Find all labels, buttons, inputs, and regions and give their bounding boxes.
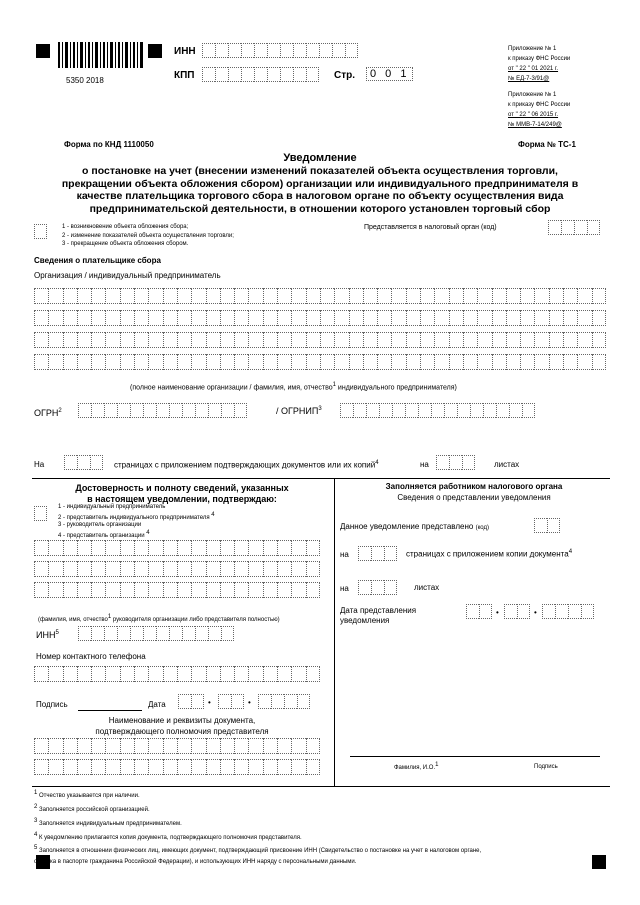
reason-code-cell[interactable] <box>34 224 47 239</box>
page-subtitle: о постановке на учет (внесении изменений показателей объекта осуществления торговли, прекращении объекта обложения сбором) организации или индивидуального предпринимателя в качестве плательщика торгового сбора в налоговом органе по объекту осуществления вида предпринимательской деятельности, в отношении которого установлен торговый сбор <box>61 165 579 215</box>
staff-pages-cells[interactable] <box>358 546 397 561</box>
grid-row[interactable] <box>34 354 606 370</box>
tax-authority-label: Представляется в налоговый орган (код) <box>364 224 497 231</box>
signer-inn-cells[interactable] <box>78 626 234 641</box>
grid-row[interactable] <box>34 561 320 577</box>
phone-label: Номер контактного телефона <box>36 652 146 661</box>
form-number: Форма № ТС-1 <box>518 140 576 149</box>
corner-marker <box>36 44 50 58</box>
page-title: Уведомление <box>283 152 357 164</box>
block-divider <box>334 478 335 786</box>
footnote: $^4$ К уведомлению прилагается копия документа, подтверждающего полномочия представителя. <box>34 832 302 841</box>
date-month-cells[interactable] <box>218 694 244 709</box>
pages-na-label: на <box>420 460 429 469</box>
signature-line[interactable] <box>78 710 142 711</box>
grid-row[interactable] <box>34 582 320 598</box>
submission-year-cells[interactable] <box>542 604 594 619</box>
inn-label: ИНН <box>174 46 196 57</box>
pages-count-cells[interactable] <box>64 455 103 470</box>
staff-sheets-cells[interactable] <box>358 580 397 595</box>
form-code: Форма по КНД 1110050 <box>64 140 154 149</box>
staff-on2-label: на <box>340 584 349 593</box>
grid-row[interactable] <box>34 310 606 326</box>
kpp-label: КПП <box>174 70 195 81</box>
fullname-caption: (полное наименование организации / фамилия, имя, отчество$^1$ индивидуального предпринимателя) <box>130 382 457 392</box>
staff-sign-line[interactable] <box>350 756 600 757</box>
ogrn-cells[interactable] <box>78 403 247 418</box>
footnote: $^5$ Заполняется в отношении физических лиц, имеющих документ, подтверждающий присвоение ИНН (Свидетельство о постановке на учет в налоговом органе, <box>34 845 482 854</box>
submitted-code-cells[interactable] <box>534 518 560 533</box>
doc-title: Наименование и реквизиты документа, подтверждающего полномочия представителя <box>95 716 269 736</box>
signer-inn-label: ИНН$^5$ <box>36 630 59 640</box>
date-year-cells[interactable] <box>258 694 310 709</box>
grid-row[interactable] <box>34 759 320 775</box>
submission-date-label: Дата представления уведомления <box>340 606 417 625</box>
footnote: $^1$ Отчество указывается при наличии. <box>34 790 140 799</box>
staff-pages-copy: страницах с приложением копии документа$^4$ <box>406 549 573 559</box>
date-day-cells[interactable] <box>178 694 204 709</box>
org-label: Организация / индивидуальный предприниматель <box>34 271 221 280</box>
barcode <box>58 42 144 76</box>
pages-sheets-label: листах <box>494 460 520 469</box>
pages-text: страницах с приложением подтверждающих документов или их копий$^4$ <box>114 460 379 470</box>
submission-month-cells[interactable] <box>504 604 530 619</box>
grid-row[interactable] <box>34 540 320 556</box>
staff-sign-label: Подпись <box>534 764 558 770</box>
sign-label: Подпись <box>36 700 68 709</box>
ogrn-label: ОГРН$^2$ <box>34 408 62 418</box>
page-label: Стр. <box>334 70 356 81</box>
block-divider <box>32 478 610 479</box>
signer-code-cell[interactable] <box>34 506 47 521</box>
submitted-label: Данное уведомление представлено (код) <box>340 522 489 531</box>
confirm-title: Достоверность и полноту сведений, указанных в настоящем уведомлении, подтверждаю: <box>75 483 289 504</box>
inn-cells[interactable] <box>202 43 358 58</box>
pages-on-label: На <box>34 460 45 469</box>
footnote: $^2$ Заполняется российской организацией. <box>34 804 150 813</box>
footnote: отметка в паспорте гражданина Российской Федерации), и использующих ИНН наряду с персональными данными. <box>34 859 357 865</box>
date-label: Дата <box>148 700 166 709</box>
grid-row[interactable] <box>34 288 606 304</box>
staff-sheets-label: листах <box>414 583 440 592</box>
footnotes-divider <box>32 786 610 787</box>
submission-day-cells[interactable] <box>466 604 492 619</box>
payer-section-title: Сведения о плательщике сбора <box>34 256 161 265</box>
grid-row[interactable] <box>34 738 320 754</box>
reason-options: 1 - возникновение объекта обложения сбора; 2 - изменение показателей объекта осуществления торговли; 3 - прекращение объекта обложения сбором. <box>62 224 234 247</box>
form-page: 5350 2018 ИНН КПП Стр. 0 0 1 Приложение № 1 к приказу ФНС России от " 22 " 01 2021 г. № ЕД-7-3/91@ Приложение № 1 к приказу ФНС России от " 22 " 06 2015 г. № ММВ-7-14/249@ Форма по КНД 1110050 Форма № ТС-1 Уведомление о постановке на учет (внесении изменений показателей объекта осуществления торговли, прекращении объекта обложения сбором) организации или индивидуального предпринимателя в качестве плательщика торгового сбора в налоговом органе по объекту осуществления вида предпринимательской деятельности, в отношении которого установлен торговый сбор 1 - возникновение объекта обложения сбора; 2 - изменение показателей объекта осуществления торговли; 3 - прекращение объекта обложения сбором. Представляется в налоговый орган (код) Сведения о плательщике сбора Организация / индивидуальный предприниматель (полное наименование организации / фамилия, имя, отчество$^1$ индивидуального предпринимателя) ОГРН$^2$ / ОГРНИП$^3$ На страницах с приложением подтверждающих документов или их копий$^4$ на листах Достоверность и полноту сведений, указанных в настоящем уведомлении, подтверждаю: 1 - индивидуальный предприниматель 2 - представитель индивидуального предпринимателя $^4$ 3 - руководитель организации 4 - представитель организации $^4$ (фамилия, имя, отчество$^1$ руководителя организации либо представителя полностью) ИНН$^5$ Номер контактного телефона Подпись Дата • • Наименование и реквизиты документа, подтверждающего полномочия представителя Заполняется работником налогового органа Сведения о представлении уведомления Данное уведомление представлено (код) на страницах с приложением копии документа$^4$ на листах Дата представления уведомления • • Фамилия, И.О.$^1$ Подпись $^1$ Отчество указывается при наличии. $^2$ Заполняется российской организацией. $^3$ Заполняется индивидуальным предпринимателем. $^4$ К уведомлению прилагается копия документа, подтверждающего полномочия представителя. $^5$ Заполняется в отношении физических лиц, имеющих документ, подтверждающий присвоение ИНН (Свидетельство о постановке на учет в налоговом органе, отметка в паспорте гражданина Российской Федерации), и использующих ИНН наряду с персональными данными. <box>0 0 640 905</box>
order-reference-top: Приложение № 1 к приказу ФНС России от " 22 " 01 2021 г. № ЕД-7-3/91@ <box>508 46 571 82</box>
signer-fio-caption: (фамилия, имя, отчество$^1$ руководителя организации либо представителя полностью) <box>38 614 280 623</box>
signer-options: 1 - индивидуальный предприниматель 2 - представитель индивидуального предпринимателя $^4$ 3 - руководитель организации 4 - представитель организации $^4$ <box>58 504 215 539</box>
sheets-count-cells[interactable] <box>436 455 475 470</box>
page-number: 0 0 1 <box>366 67 413 81</box>
footnote: $^3$ Заполняется индивидуальным предпринимателем. <box>34 818 182 827</box>
grid-row[interactable] <box>34 332 606 348</box>
tax-authority-cells[interactable] <box>548 220 600 235</box>
grid-row[interactable] <box>34 666 320 682</box>
order-reference-bottom: Приложение № 1 к приказу ФНС России от " 22 " 06 2015 г. № ММВ-7-14/249@ <box>508 92 571 128</box>
kpp-cells[interactable] <box>202 67 319 82</box>
staff-on-label: на <box>340 550 349 559</box>
corner-marker <box>592 855 606 869</box>
barcode-number: 5350 2018 <box>66 76 104 85</box>
footnotes <box>34 788 481 866</box>
corner-marker <box>148 44 162 58</box>
staff-fio-label: Фамилия, И.О.$^1$ <box>394 762 439 771</box>
staff-block-title: Заполняется работником налогового органа Сведения о представлении уведомления <box>385 482 563 502</box>
ogrnip-label: / ОГРНИП$^3$ <box>276 406 322 416</box>
ogrnip-cells[interactable] <box>340 403 535 418</box>
